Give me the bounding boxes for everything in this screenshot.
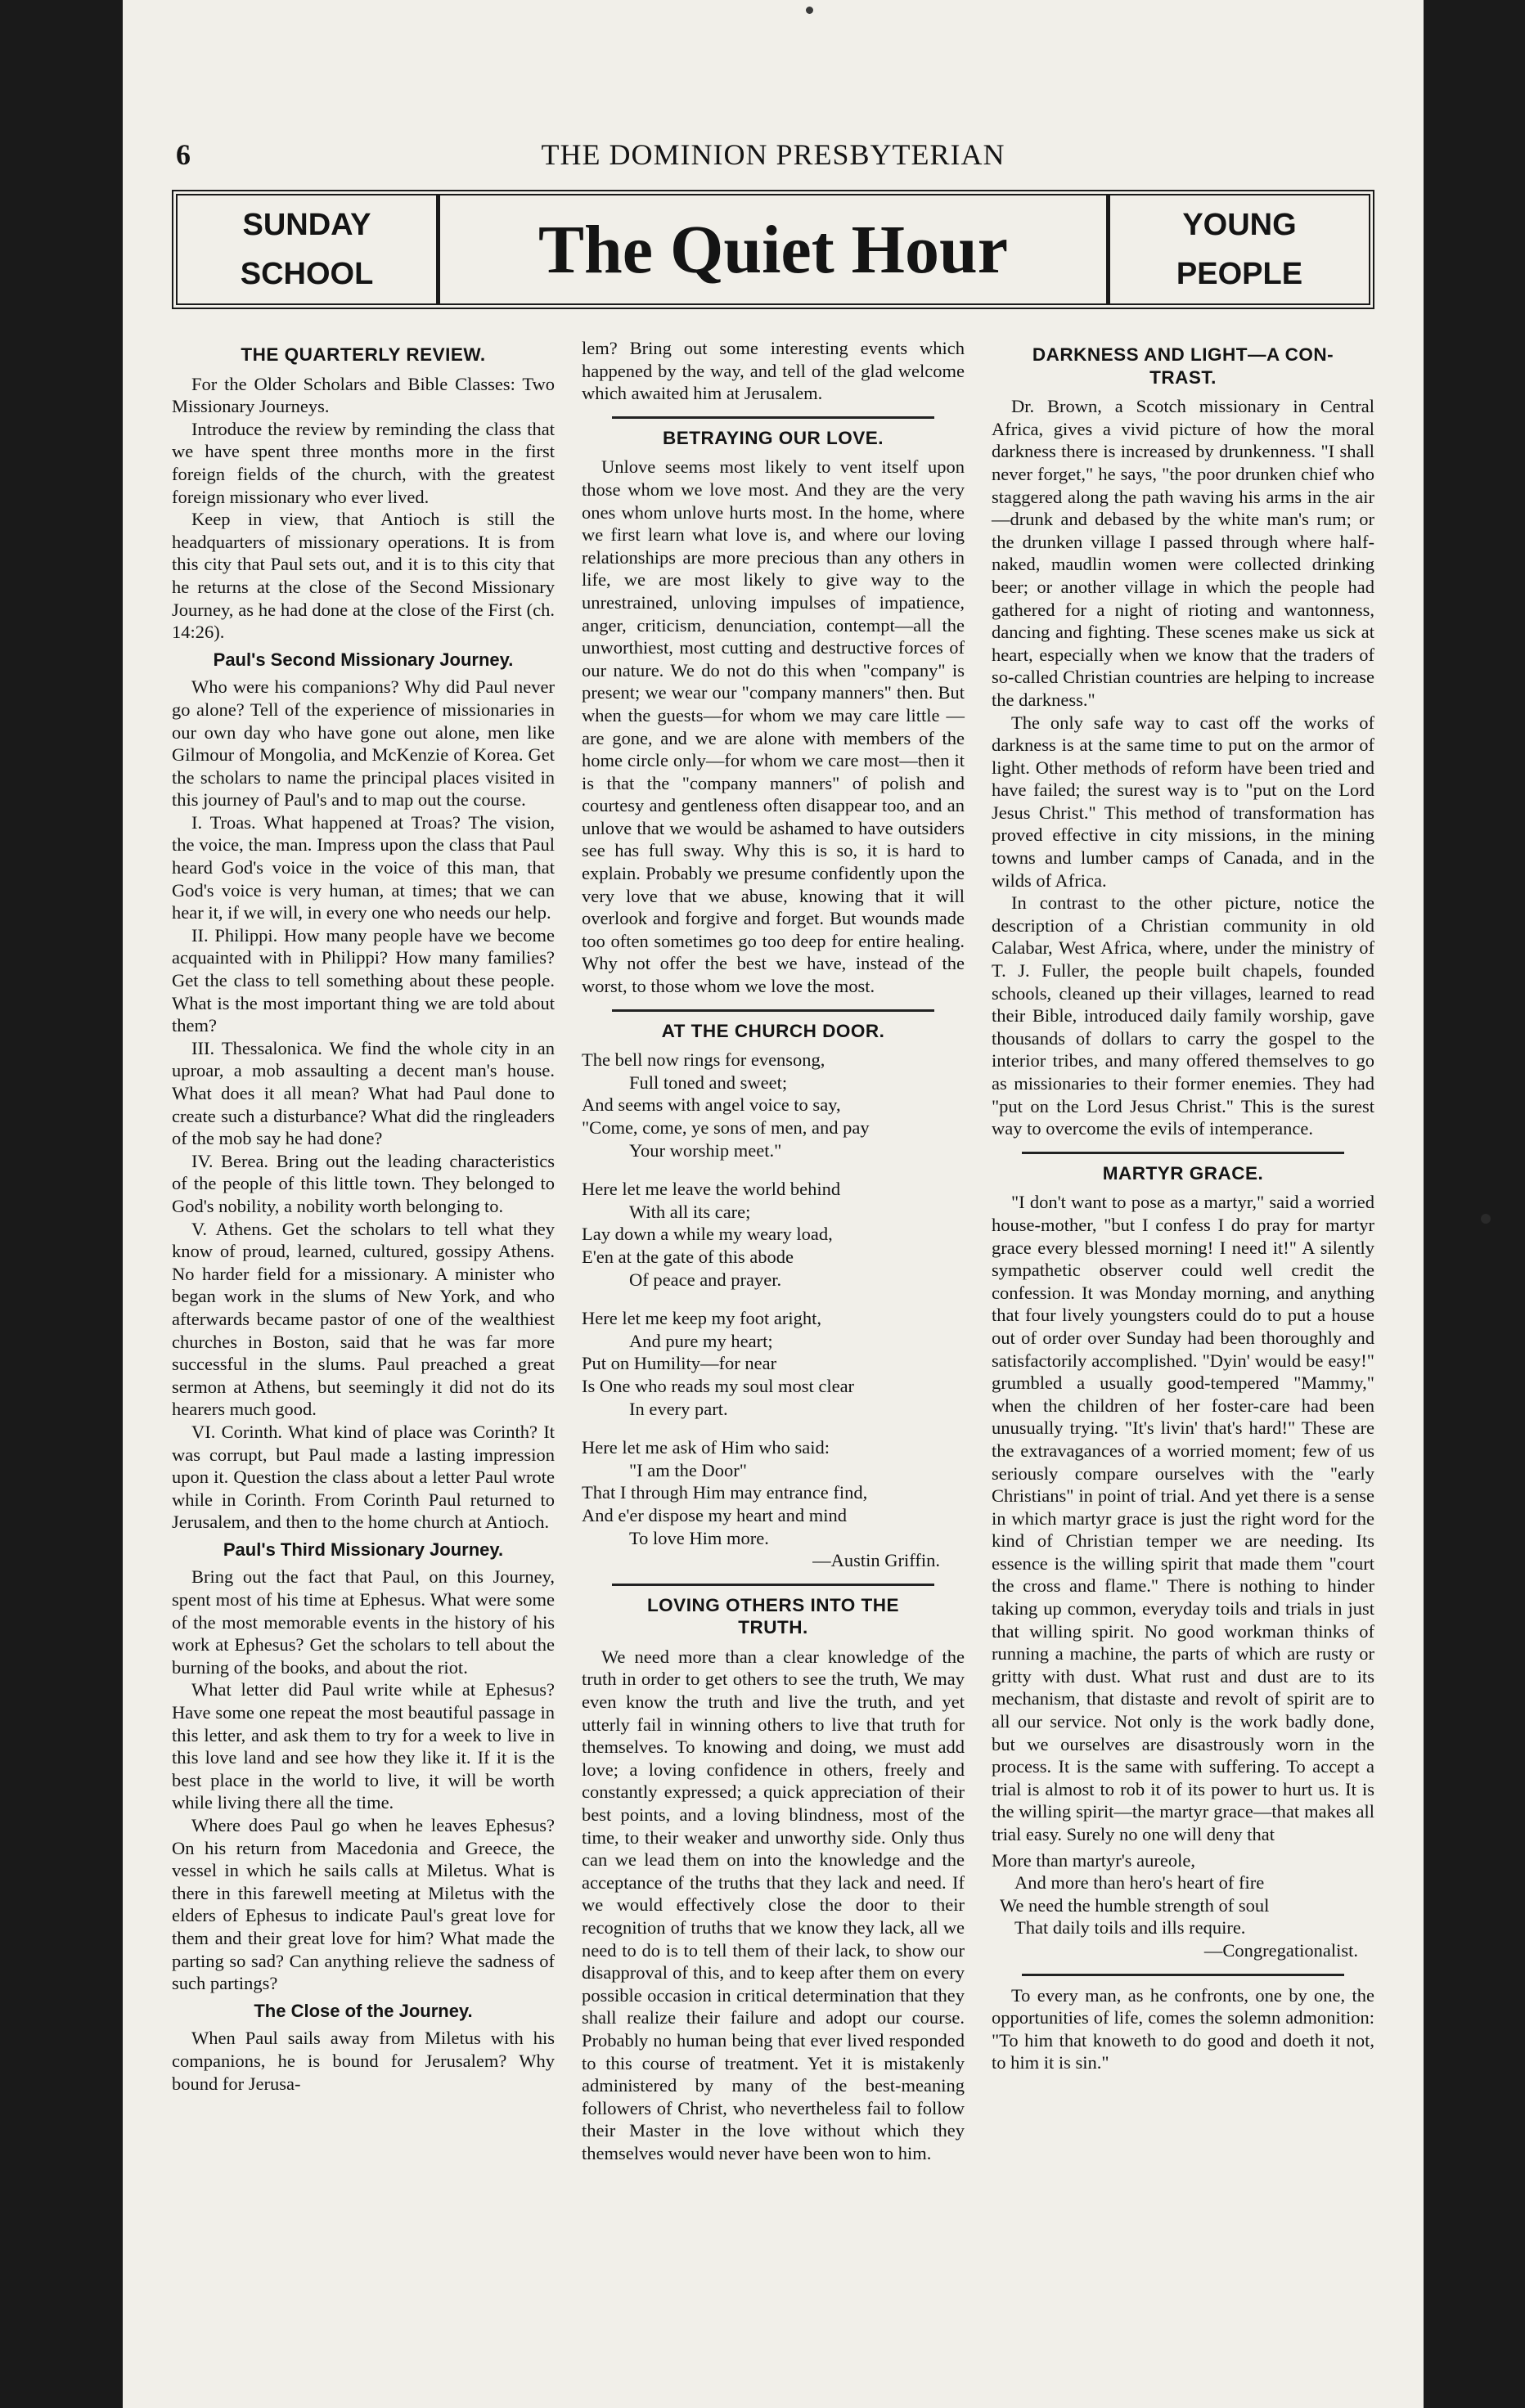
poem-stanza (582, 1307, 965, 1420)
paragraph: For the Older Scholars and Bible Classes: Two Missionary Journeys. (172, 373, 555, 417)
verse-line: More than martyr's aureole, (992, 1849, 1195, 1871)
poem-line: "I am the Door" (629, 1459, 747, 1480)
article-title-church-door: AT THE CHURCH DOOR. (661, 1020, 885, 1041)
paragraph: "I don't want to pose as a martyr," said a worried house-mother, "but I confess I do pray for martyr grace every blessed morning! I need it!" A silently sympathetic observer could well credit the confession. It was Monday morning, and anything that four lively youngsters could do to put a house out of order over Sunday had been thoroughly and satisfactorily accomplished. "Dyin' would be easy!" grumbled a usually good-tempered "Mammy," when the children of her foster-care had been unusually trying. "It's livin' that's hard!" These are the extravagances of a worried moment; few of us seriously compare ourselves with the "early Christians" in point of trial. And yet there is a sense in which martyr grace is just the right word for the kind of Christian temper we are needing. Its essence is the willing spirit that made them "court the cross and flame." There is nothing to hinder taking up common, everyday toils and trials in just that willing spirit. No good workman thinks of running a machine, the parts of which are rusty or gritty with dust. What rust and dust are to its mechanism, that distaste and revolt of spirit are to all our service. Not only is the work badly done, but we ourselves are disastrously worn in the process. It is the same with suffering. To accept a trial is almost to rob it of its power to hurt us. It is the willing spirit—the martyr grace—that makes all trial easy. Surely no one will deny that (992, 1192, 1374, 1844)
paragraph: VI. Corinth. What kind of place was Corinth? It was corrupt, but Paul made a lasting impression upon it. Question the class about a letter Paul wrote while in Corinth. From Corinth Paul returned to Jerusalem, and then to the home church at Antioch. (172, 1421, 555, 1533)
divider (612, 416, 933, 419)
verse (992, 1849, 1374, 1962)
article-title-loving-others-1: LOVING OTHERS INTO THE (646, 1594, 900, 1615)
paragraph: What letter did Paul write while at Ephesus? Have some one repeat the most beautiful passage in this letter, and ask them to try for a week to live in this love land and see how they like it. If it is the best place in the world to live, it will be worth while living there all the time. (172, 1679, 555, 1813)
newspaper-page (123, 0, 1424, 2408)
paragraph: III. Thessalonica. We find the whole city in an uproar, a mob assaulting a decent man's house. What does it all mean? What had Paul done to create such a disturbance? What did the ringleaders of the mob say he had done? (172, 1037, 555, 1149)
banner-left-line1: SUNDAY (242, 208, 371, 242)
poem-stanza (582, 1049, 965, 1161)
paragraph: Introduce the review by reminding the class that we have spent three months more in the first foreign fields of the church, with the greatest foreign missionary who ever lived. (172, 418, 555, 507)
subheading-second-journey: Paul's Second Missionary Journey. (213, 649, 514, 670)
poem-line: Lay down a while my weary load, (582, 1224, 833, 1245)
paragraph: Where does Paul go when he leaves Ephesus? On his return from Macedonia and Greece, the vessel in which he sails calls at Miletus. What is there in this farewell meeting at Miletus with the elders of Ephesus to indicate Paul's great love for them and their great love for him? What made the parting so sad? Can anything relieve the sadness of such partings? (172, 1815, 555, 1994)
paragraph: Bring out the fact that Paul, on this Journey, spent most of his time at Ephesus. What were some of the most memorable events in the history of his work at Ephesus? Get the scholars to tell about the burning of the books, and about the riot. (172, 1566, 555, 1678)
poem-line: That I through Him may entrance find, (582, 1482, 868, 1503)
section-banner (172, 190, 1374, 309)
article-title-betraying-our-love: BETRAYING OUR LOVE. (663, 427, 884, 448)
ink-spot (1481, 1214, 1491, 1224)
poem-line: Here let me ask of Him who said: (582, 1437, 830, 1458)
article-title-darkness-light-1: DARKNESS AND LIGHT—A CON- (1032, 344, 1334, 365)
poem-line: And e'er dispose my heart and mind (582, 1504, 847, 1525)
poem-line: The bell now rings for evensong, (582, 1049, 825, 1071)
verse-stanza (992, 1849, 1374, 1939)
poem-stanza (582, 1178, 965, 1291)
paragraph: The only safe way to cast off the works of darkness is at the same time to put on the armor of light. Other methods of reform have been tried and have failed; the surest way is to "put on the Lord Jesus Christ." This method of transformation has proved effective in city missions, in the mining towns and lumber camps of Canada, and in the wilds of Africa. (992, 712, 1374, 891)
paragraph: V. Athens. Get the scholars to tell what they know of proud, learned, cultured, gossipy Athens. No harder field for a missionary. A minister who began work in the slums of New York, and who afterwards became pastor of one of the wealthiest churches in Boston, said that he was far more successful in the slums. Paul preached a great sermon at Athens, but seemingly it did not do its hearers much good. (172, 1218, 555, 1420)
article-title-loving-others-2: TRUTH. (738, 1617, 808, 1638)
banner-right (1110, 195, 1369, 303)
banner-title: The Quiet Hour (436, 195, 1110, 303)
column-right (992, 337, 1374, 2300)
paragraph: IV. Berea. Bring out the leading characteristics of the people of this little town. They belonged to God's nobility, a nobility worth belonging to. (172, 1150, 555, 1216)
poem-line: And pure my heart; (629, 1330, 773, 1351)
poem-line: To love Him more. (629, 1527, 769, 1548)
verse-line: We need the humble strength of soul (1000, 1894, 1270, 1916)
poem-line: Is One who reads my soul most clear (582, 1375, 855, 1396)
poem-line: And seems with angel voice to say, (582, 1094, 841, 1116)
poem-line: Your worship meet." (629, 1139, 782, 1161)
subheading-close-of-journey: The Close of the Journey. (254, 2000, 473, 2021)
paragraph: When Paul sails away from Miletus with his companions, he is bound for Jerusalem? Why bound for Jerusa- (172, 2028, 555, 2094)
poem-stanza (582, 1436, 965, 1549)
paragraph: I. Troas. What happened at Troas? The vision, the voice, the man. Impress upon the class that Paul heard God's voice in the voice of this man, that God's voice is very human, at times; that we can hear it, if we will, in every one who needs our help. (172, 811, 555, 923)
page-content (172, 0, 1374, 2408)
poem (582, 1049, 965, 1571)
paragraph: Who were his companions? Why did Paul never go alone? Tell of the experience of missionaries in our own day who have gone out alone, men like Gilmour of Mongolia, and McKenzie of Korea. Get the scholars to name the principal places visited in this journey of Paul's and to map out the course. (172, 676, 555, 811)
banner-left (178, 195, 436, 303)
verse-line: And more than hero's heart of fire (1014, 1872, 1265, 1894)
verse-line: That daily toils and ills require. (1014, 1917, 1246, 1939)
divider (612, 1584, 933, 1586)
subheading-third-journey: Paul's Third Missionary Journey. (223, 1539, 504, 1560)
poem-line: Full toned and sweet; (629, 1071, 788, 1093)
publication-title: THE DOMINION PRESBYTERIAN (541, 138, 1005, 171)
article-title-martyr-grace: MARTYR GRACE. (1102, 1162, 1264, 1184)
poem-line: Here let me leave the world behind (582, 1179, 841, 1200)
column-left (172, 337, 555, 2300)
paragraph: We need more than a clear knowledge of the truth in order to get others to see the truth, We may even know the truth and live the truth, and yet utterly fail in winning others to live that truth for themselves. To knowing and doing, we must add love; a loving confidence in others, freely and constantly expressed; a quick appreciation of their best points, and a loving blindness, most of the time, to their weaker and unworthy side. Only thus can we lead them on into the knowledge and the acceptance of the truths that they lack and need. If we would effectively close the door to their recognition of truths that we know they lack, all we need to do is to tell them of their lack, to show our disapproval of this, and to keep after them on every possible occasion in critical determination that they shall realize their failure and adopt our course. Probably no human being that ever lived responded to this course of treatment. Yet it is mistakenly administered by many of the best-meaning followers of Christ, who nevertheless fail to follow their Master in the love without which they themselves would never have been won to him. (582, 1646, 965, 2163)
poem-line: With all its care; (629, 1201, 751, 1222)
paragraph: In contrast to the other picture, notice the description of a Christian community in old Calabar, West Africa, where, under the ministry of T. J. Fuller, the people built chapels, founded schools, cleaned up their villages, learned to read their Bible, introduced daily family worship, gave thousands of dollars to carry the gospel to the interior tribes, and many offered themselves to go as missionaries to their former enemies. They had "put on the Lord Jesus Christ." This is the surest way to overcome the evils of intemperance. (992, 892, 1374, 1139)
poem-line: Of peace and prayer. (629, 1269, 782, 1290)
paragraph: Dr. Brown, a Scotch missionary in Central Africa, gives a vivid picture of how the moral darkness there is increased by drunkenness. "I shall never forget," he says, "the poor drunken chief who staggered along the path waving his arms in the air—drunk and debased by the white man's rum; or the drunken village I passed through where half-naked, maudlin women were collected drinking beer; or another village in which the people had gathered for a night of rioting and wantonness, dancing and fighting. These scenes make us sick at heart, especially when we know that the traders of so-called Christian countries are helping to increase the darkness." (992, 396, 1374, 710)
paragraph: II. Philippi. How many people have we become acquainted with in Philippi? How many families? Get the class to tell something about these people. What is the most important thing we are told about them? (172, 924, 555, 1036)
poem-author: —Austin Griffin. (812, 1550, 940, 1571)
page-number: 6 (176, 138, 191, 171)
banner-right-line2: PEOPLE (1176, 257, 1303, 291)
divider (1022, 1152, 1343, 1154)
divider (1022, 1974, 1343, 1976)
paragraph: Keep in view, that Antioch is still the headquarters of missionary operations. It is from this city that Paul sets out, and it is to this city that he returns at the close of the Second Missionary Journey, as he had done at the close of the First (ch. 14:26). (172, 509, 555, 643)
article-title-quarterly-review: THE QUARTERLY REVIEW. (241, 344, 486, 365)
poem-line: Here let me keep my foot aright, (582, 1308, 822, 1329)
paragraph: lem? Bring out some interesting events which happened by the way, and tell of the glad welcome which awaited him at Jerusalem. (582, 338, 965, 404)
verse-author: —Congregationalist. (1203, 1939, 1358, 1961)
banner-right-line1: YOUNG (1182, 208, 1297, 242)
paragraph: To every man, as he confronts, one by one, the opportunities of life, comes the solemn admonition: "To him that knoweth to do good and doeth it not, to him it is sin." (992, 1984, 1374, 2073)
poem-line: E'en at the gate of this abode (582, 1246, 794, 1267)
poem-line: Put on Humility—for near (582, 1353, 777, 1374)
paragraph: Unlove seems most likely to vent itself upon those whom we love most. And they are the very ones whom unlove hurts most. In the home, where we first learn what love is, and where our loving relationships are more precious than any others in life, we are most likely to give way to the unrestrained, unloving impulses of impatience, anger, criticism, denunciation, contempt—all the unworthiest, most cutting and destructive forces of our nature. We do not do this when "company" is present; we wear our "company manners" then. But when the guests—for whom we may care little —are gone, and we are alone with members of the home circle only—for whom we care most—then it is that the "company manners" of polish and courtesy and gentleness often disappear too, and an unlove that we would be ashamed to have outsiders see has full sway. Why this is so, it is hard to explain. Probably we presume confidently upon the very love that we abuse, knowing that it will overlook and forgive and forget. But wounds made too often sometimes go too deep for entire healing. Why not offer the best we have, instead of the worst, to those whom we love the most. (582, 456, 965, 997)
column-middle (582, 337, 965, 2300)
poem-line: In every part. (629, 1398, 728, 1419)
divider (612, 1009, 933, 1012)
article-columns (172, 337, 1374, 2300)
poem-line: "Come, come, ye sons of men, and pay (582, 1117, 870, 1138)
banner-left-line2: SCHOOL (240, 257, 374, 291)
article-title-darkness-light-2: TRAST. (1149, 366, 1217, 388)
